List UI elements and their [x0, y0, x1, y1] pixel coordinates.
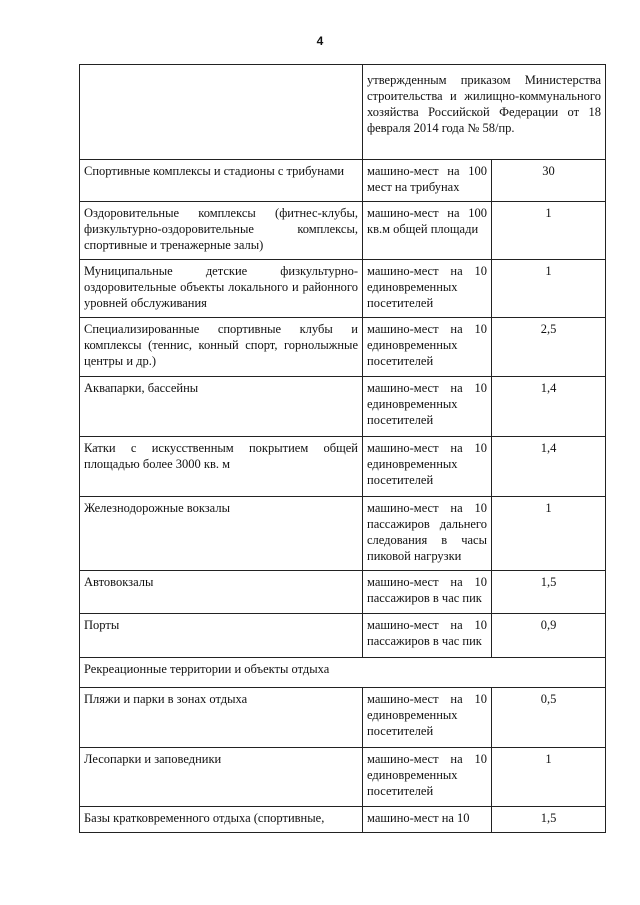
unit-cell: машино-мест на 10 единовременных посетителей [363, 748, 492, 807]
table-row [80, 160, 606, 202]
unit-cell: машино-мест на 10 единовременных посетителей [363, 437, 492, 497]
unit-cell: машино-мест на 10 единовременных посетителей [363, 260, 492, 318]
source-reference-text: утвержденным приказом Министерства строительства и жилищно-коммунального хозяйства Российской Федерации от 18 февраля 2014 года № 58/пр. [367, 73, 602, 135]
object-name-cell: Аквапарки, бассейны [80, 377, 363, 437]
table-row [80, 377, 606, 437]
unit-cell: машино-мест на 10 единовременных посетителей [363, 688, 492, 748]
page-number: 4 [316, 34, 324, 48]
unit-cell: машино-мест на 100 кв.м общей площади [363, 202, 492, 260]
object-name-cell: Спортивные комплексы и стадионы с трибунами [80, 160, 363, 202]
header-empty-cell [80, 65, 363, 160]
unit-cell: машино-мест на 10 [363, 807, 492, 833]
table-row [80, 497, 606, 571]
section-row [80, 658, 606, 688]
unit-cell: машино-мест на 10 единовременных посетителей [363, 377, 492, 437]
value-cell: 1,4 [492, 377, 606, 437]
unit-cell: машино-мест на 10 пассажиров в час пик [363, 614, 492, 658]
object-name-cell: Оздоровительные комплексы (фитнес-клубы, физкультурно-оздоровительные комплексы, спортивные и тренажерные залы) [80, 202, 363, 260]
object-name-cell: Муниципальные детские физкультурно-оздоровительные объекты локального и районного уровней обслуживания [80, 260, 363, 318]
table-row [80, 688, 606, 748]
value-cell: 1 [492, 748, 606, 807]
value-cell: 1 [492, 202, 606, 260]
value-cell: 1,5 [492, 807, 606, 833]
object-name-cell: Пляжи и парки в зонах отдыха [80, 688, 363, 748]
table-row [80, 260, 606, 318]
table-row [80, 202, 606, 260]
object-name-cell: Порты [80, 614, 363, 658]
table-row [80, 65, 606, 160]
object-name-cell: Катки с искусственным покрытием общей площадью более 3000 кв. м [80, 437, 363, 497]
value-cell: 1 [492, 497, 606, 571]
unit-cell: машино-мест на 100 мест на трибунах [363, 160, 492, 202]
table-row [80, 807, 606, 833]
table-row [80, 614, 606, 658]
object-name-cell: Автовокзалы [80, 571, 363, 614]
header-source-cell [363, 65, 606, 160]
value-cell: 1,4 [492, 437, 606, 497]
value-cell: 1 [492, 260, 606, 318]
value-cell: 1,5 [492, 571, 606, 614]
table-row [80, 748, 606, 807]
value-cell: 0,5 [492, 688, 606, 748]
table-row [80, 318, 606, 377]
object-name-cell: Железнодорожные вокзалы [80, 497, 363, 571]
section-heading: Рекреационные территории и объекты отдыха [80, 658, 606, 688]
table-row [80, 571, 606, 614]
unit-cell: машино-мест на 10 пассажиров дальнего следования в часы пиковой нагрузки [363, 497, 492, 571]
table-row [80, 437, 606, 497]
value-cell: 0,9 [492, 614, 606, 658]
object-name-cell: Базы кратковременного отдыха (спортивные, [80, 807, 363, 833]
unit-cell: машино-мест на 10 пассажиров в час пик [363, 571, 492, 614]
object-name-cell: Специализированные спортивные клубы и комплексы (теннис, конный спорт, горнолыжные центры и др.) [80, 318, 363, 377]
parking-norms-table [79, 64, 606, 833]
value-cell: 30 [492, 160, 606, 202]
value-cell: 2,5 [492, 318, 606, 377]
object-name-cell: Лесопарки и заповедники [80, 748, 363, 807]
unit-cell: машино-мест на 10 единовременных посетителей [363, 318, 492, 377]
